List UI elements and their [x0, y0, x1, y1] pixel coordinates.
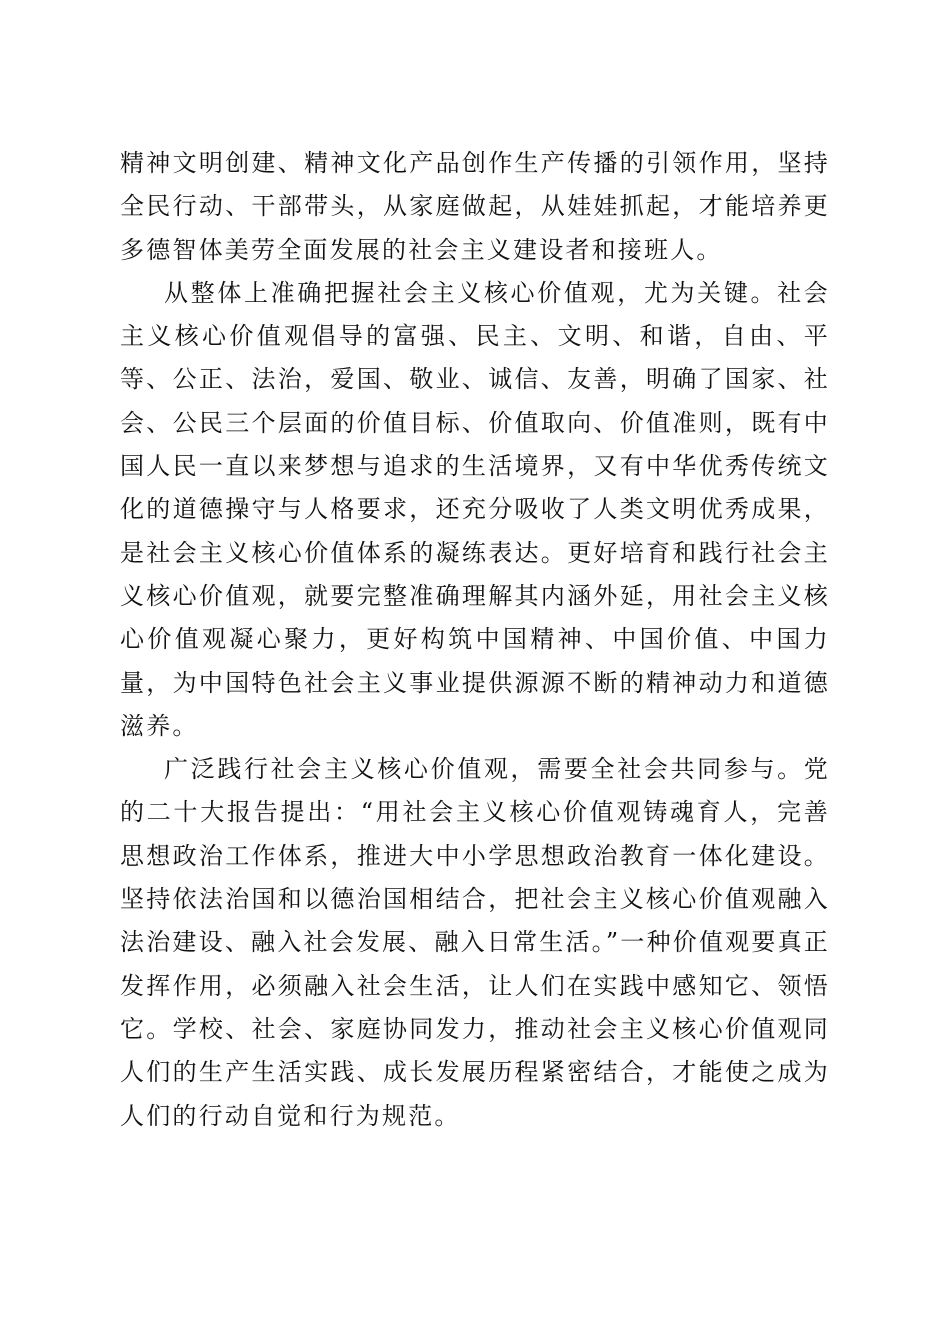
paragraph-continued: 精神文明创建、精神文化产品创作生产传播的引领作用，坚持全民行动、干部带头，从家庭做起，从娃娃抓起，才能培养更多德智体美劳全面发展的社会主义建设者和接班人。 — [120, 149, 830, 264]
document-body — [120, 142, 830, 1138]
paragraph-core-values-grasp: 从整体上准确把握社会主义核心价值观，尤为关键。社会主义核心价值观倡导的富强、民主、文明、和谐，自由、平等、公正、法治，爱国、敬业、诚信、友善，明确了国家、社会、公民三个层面的价值目标、价值取向、价值准则，既有中国人民一直以来梦想与追求的生活境界，又有中华优秀传统文化的道德操守与人格要求，还充分吸收了人类文明优秀成果，是社会主义核心价值体系的凝练表达。更好培育和践行社会主义核心价值观，就要完整准确理解其内涵外延，用社会主义核心价值观凝心聚力，更好构筑中国精神、中国价值、中国力量，为中国特色社会主义事业提供源源不断的精神动力和道德滋养。 — [120, 278, 830, 740]
paragraph-core-values-practice: 广泛践行社会主义核心价值观，需要全社会共同参与。党的二十大报告提出：“用社会主义核心价值观铸魂育人，完善思想政治工作体系，推进大中小学思想政治教育一体化建设。坚持依法治国和以德治国相结合，把社会主义核心价值观融入法治建设、融入社会发展、融入日常生活。”一种价值观要真正发挥作用，必须融入社会生活，让人们在实践中感知它、领悟它。学校、社会、家庭协同发力，推动社会主义核心价值观同人们的生产生活实践、成长发展历程紧密结合，才能使之成为人们的行动自觉和行为规范。 — [120, 755, 830, 1130]
